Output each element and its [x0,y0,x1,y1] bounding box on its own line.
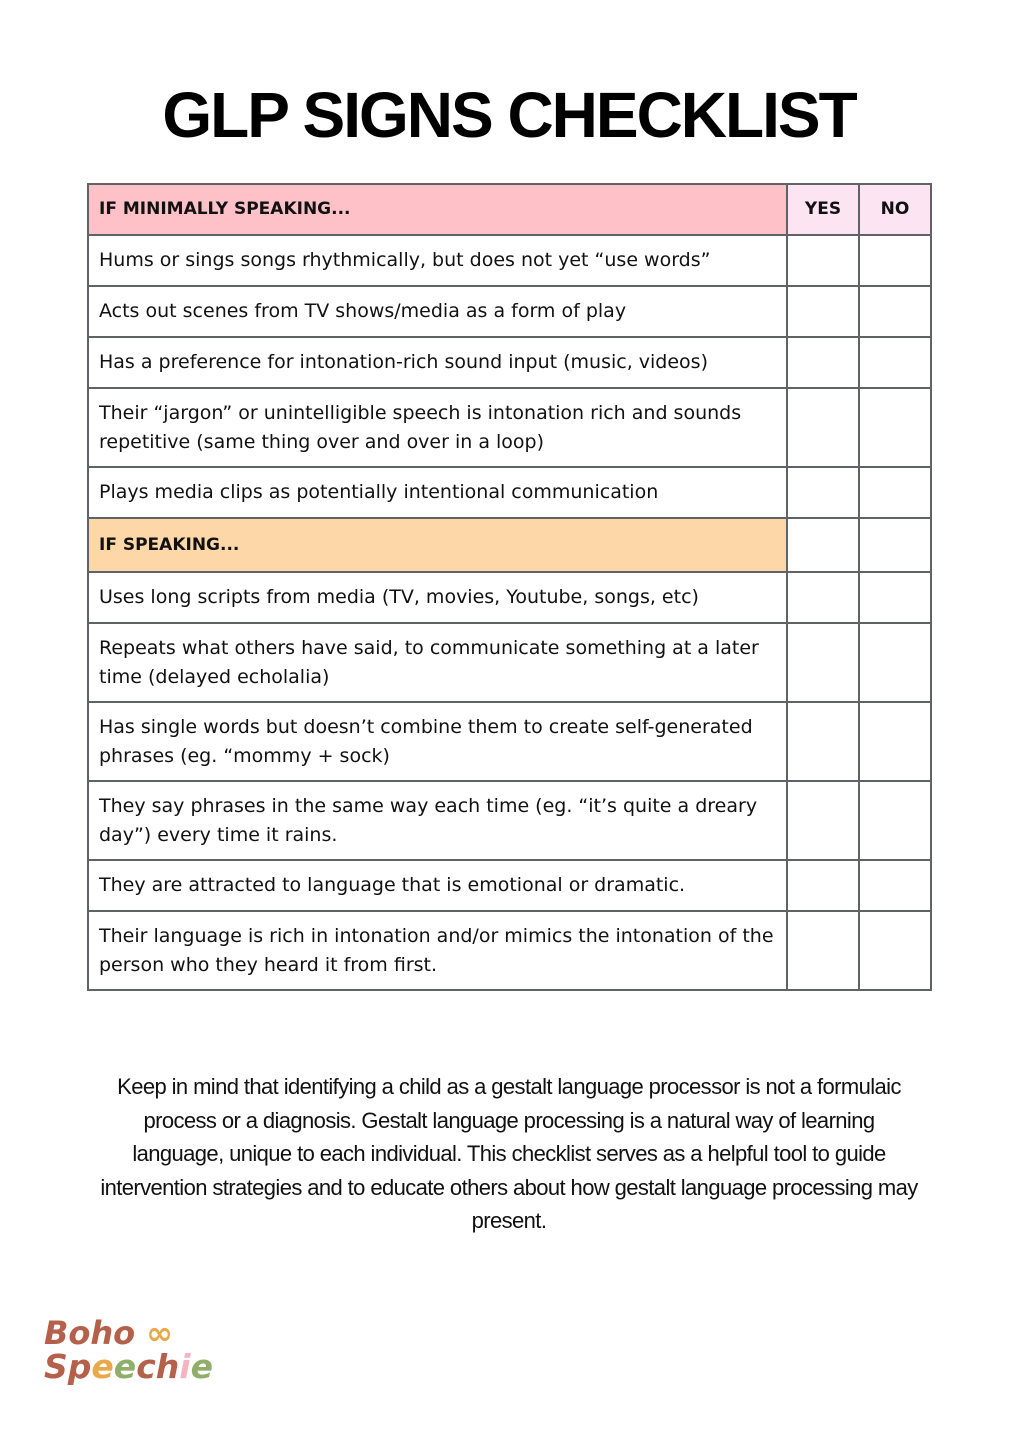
no-checkbox-cell[interactable] [859,911,931,990]
yes-checkbox-cell[interactable] [787,235,859,286]
yes-checkbox-cell[interactable] [787,467,859,518]
no-checkbox-cell[interactable] [859,235,931,286]
logo-letter: o [68,1314,91,1352]
section-label: IF SPEAKING... [88,518,787,572]
checklist-row [88,911,931,990]
no-checkbox-cell[interactable] [859,572,931,623]
yes-checkbox-cell[interactable] [787,781,859,860]
logo-line-1 [44,1316,213,1350]
row-text: Their language is rich in intonation and/or mimics the intonation of the person who they heard it from first. [88,911,787,990]
checklist-row [88,860,931,911]
checklist-row [88,235,931,286]
row-text: Repeats what others have said, to communicate something at a later time (delayed echolalia) [88,623,787,702]
row-text: They are attracted to language that is emotional or dramatic. [88,860,787,911]
row-text: Plays media clips as potentially intentional communication [88,467,787,518]
logo-letter: S [44,1347,68,1386]
no-checkbox-cell[interactable] [859,286,931,337]
logo-letter: e [91,1347,114,1386]
logo-line-2 [44,1347,213,1386]
no-checkbox-cell[interactable] [859,623,931,702]
yes-checkbox-cell[interactable] [787,911,859,990]
yes-checkbox-cell[interactable] [787,337,859,388]
disclaimer-note: Keep in mind that identifying a child as a gestalt language processor is not a formulaic process or a diagnosis. Gestalt language processing is a natural way of learning language, unique to each individual. This checklist serves as a helpful tool to guide intervention strategies and to educate others about how gestalt language processing may present. [100,1074,918,1233]
section-header-minimally-speaking [88,184,931,235]
logo-letter: e [190,1347,213,1386]
checklist-row [88,388,931,467]
no-checkbox-cell[interactable] [859,337,931,388]
no-checkbox-cell[interactable] [859,388,931,467]
row-text: Uses long scripts from media (TV, movies, Youtube, songs, etc) [88,572,787,623]
logo-letter: e [113,1347,137,1386]
logo-letter: p [67,1347,92,1386]
row-text: Acts out scenes from TV shows/media as a form of play [88,286,787,337]
logo-letter: i [179,1347,191,1386]
yes-checkbox-cell[interactable] [787,623,859,702]
no-empty-cell [859,518,931,572]
row-text: Has single words but doesn’t combine them to create self-generated phrases (eg. “mommy + sock) [88,702,787,781]
boho-speechie-logo [44,1316,213,1384]
logo-letter: B [44,1314,69,1352]
checklist-row [88,623,931,702]
logo-letter: h [155,1347,180,1386]
yes-checkbox-cell[interactable] [787,286,859,337]
section-header-speaking [88,518,931,572]
no-checkbox-cell[interactable] [859,781,931,860]
checklist-row [88,337,931,388]
infinity-icon: ∞ [146,1314,173,1352]
yes-checkbox-cell[interactable] [787,388,859,467]
checklist-row [88,702,931,781]
row-text: Their “jargon” or unintelligible speech is intonation rich and sounds repetitive (same thing over and over in a loop) [88,388,787,467]
no-checkbox-cell[interactable] [859,702,931,781]
logo-letter: o [113,1314,136,1352]
row-text: They say phrases in the same way each time (eg. “it’s quite a dreary day”) every time it rains. [88,781,787,860]
no-checkbox-cell[interactable] [859,467,931,518]
checklist-row [88,572,931,623]
checklist-row [88,781,931,860]
logo-letter: h [90,1314,114,1352]
yes-empty-cell [787,518,859,572]
column-header-no: NO [859,184,931,235]
yes-checkbox-cell[interactable] [787,572,859,623]
no-checkbox-cell[interactable] [859,860,931,911]
yes-checkbox-cell[interactable] [787,702,859,781]
logo-word-speechie [44,1347,213,1386]
checklist-table [87,183,932,991]
logo-letter: c [136,1347,156,1386]
checklist-row [88,467,931,518]
column-header-yes: YES [787,184,859,235]
row-text: Hums or sings songs rhythmically, but does not yet “use words” [88,235,787,286]
section-label: IF MINIMALLY SPEAKING... [88,184,787,235]
page-title: GLP SIGNS CHECKLIST [162,79,856,151]
row-text: Has a preference for intonation-rich sound input (music, videos) [88,337,787,388]
yes-checkbox-cell[interactable] [787,860,859,911]
checklist-row [88,286,931,337]
